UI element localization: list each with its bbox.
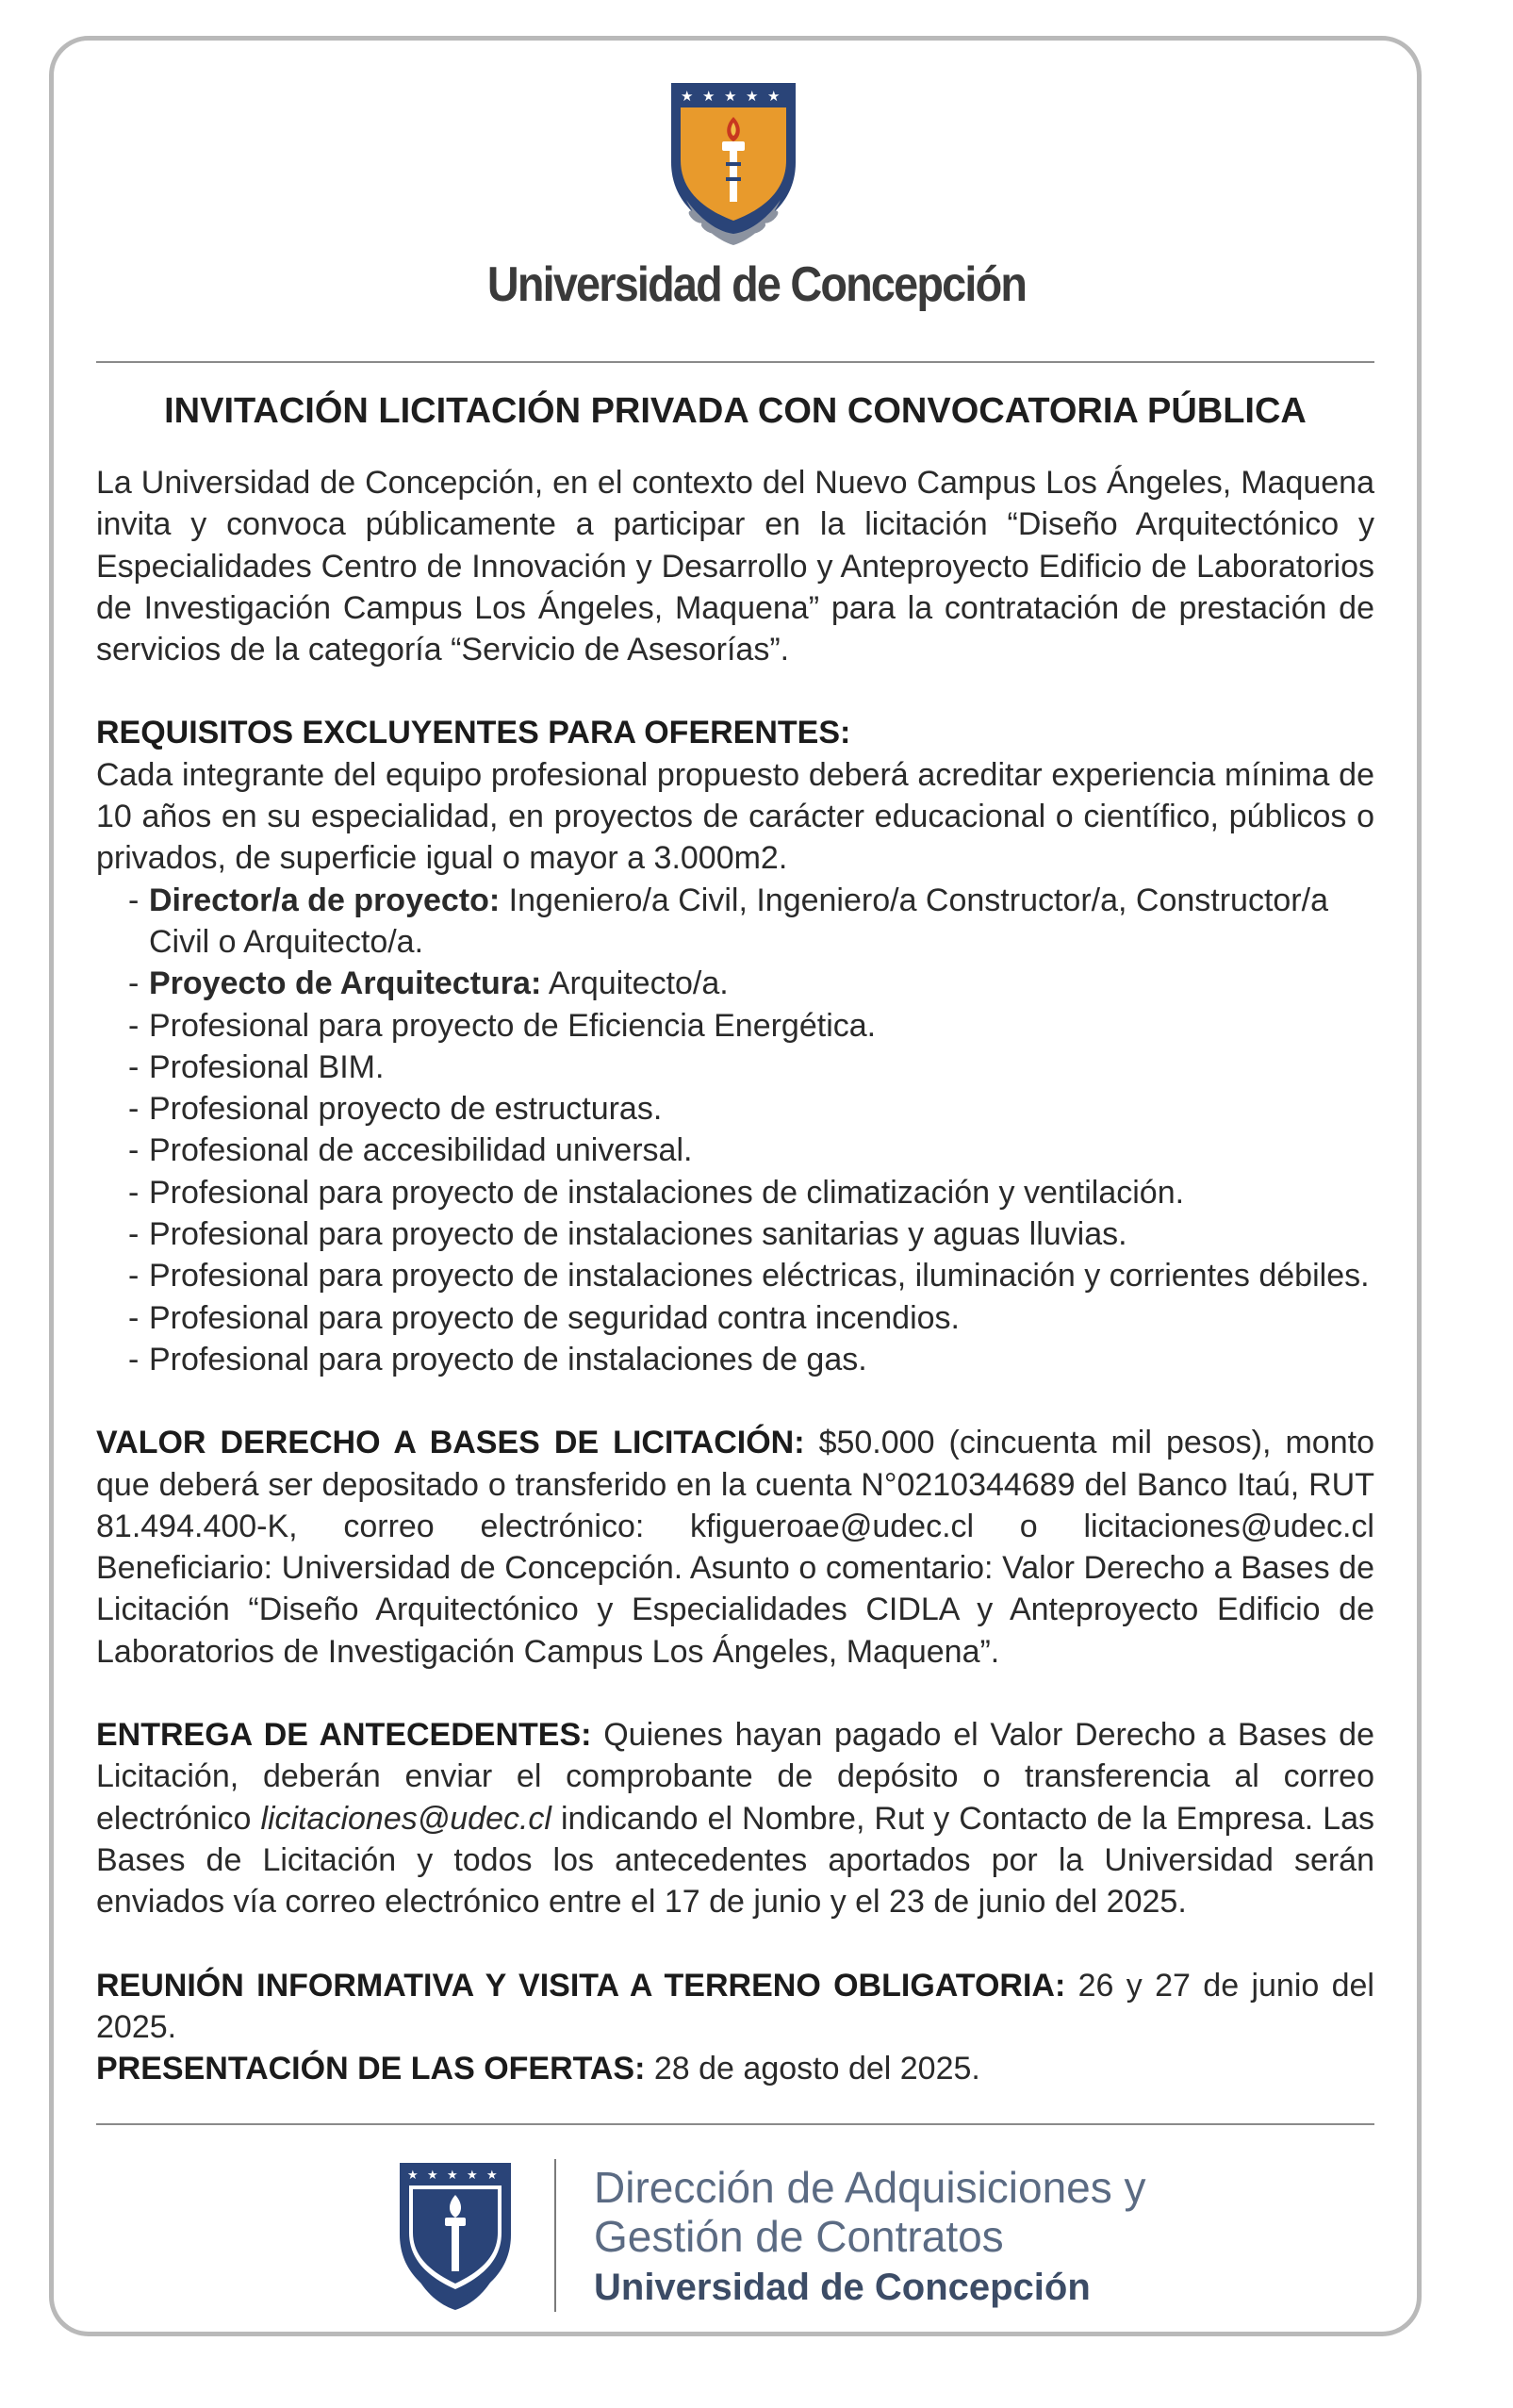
item-text: Profesional para proyecto de instalaciones de climatización y ventilación. <box>149 1174 1185 1211</box>
svg-text:★: ★ <box>681 88 694 105</box>
delivery-text-after: indicando el Nombre, Rut y Contacto de la Empresa. Las Bases de Licitación y todos los antecedentes aportados por la Universidad serán enviados vía correo electrónico entre el 17 de junio y el 23 de junio del 2025. <box>96 1800 1375 1921</box>
bottom-divider <box>96 2123 1374 2125</box>
item-text: Profesional de accesibilidad universal. <box>149 1132 693 1169</box>
svg-text:★: ★ <box>447 2169 458 2183</box>
svg-text:★: ★ <box>746 88 759 105</box>
requirements-body: Cada integrante del equipo profesional propuesto deberá acreditar experiencia mínima de 10 años en su especialidad, en proyectos de carácter educacional o científico, públicos o privados, de superficie igual o mayor a 3.000m2. <box>96 756 1374 877</box>
list-item <box>128 1047 1374 1088</box>
footer-line-2: Gestión de Contratos <box>594 2212 1004 2261</box>
item-text: Arquitecto/a. <box>541 965 729 1002</box>
delivery-text-before: Quienes hayan pagado el Valor Derecho a Bases de Licitación, deberán enviar el comprobante de depósito o transferencia al correo electrónico <box>96 1717 1374 1837</box>
footer-line-1: Dirección de Adquisiciones y <box>594 2163 1146 2212</box>
item-text: Profesional para proyecto de Eficiencia Energética. <box>149 1007 877 1044</box>
list-item <box>128 1297 1374 1339</box>
item-text: Profesional BIM. <box>149 1048 385 1085</box>
list-item <box>128 1130 1374 1171</box>
item-text: Profesional para proyecto de instalaciones sanitarias y aguas lluvias. <box>149 1216 1127 1253</box>
list-item <box>128 1213 1374 1255</box>
fee-paragraph <box>96 1422 1374 1673</box>
meeting-heading: REUNIÓN INFORMATIVA Y VISITA A TERRENO OBLIGATORIA: <box>96 1967 1066 2004</box>
list-item <box>128 1172 1374 1213</box>
page-title: INVITACIÓN LICITACIÓN PRIVADA CON CONVOCATORIA PÚBLICA <box>164 391 1307 431</box>
item-bold: Director/a de proyecto: <box>149 882 501 918</box>
footer-divider <box>554 2159 556 2312</box>
list-item <box>128 1339 1374 1380</box>
item-text: Profesional para proyecto de instalaciones de gas. <box>149 1341 867 1377</box>
meeting-text: 26 y 27 de junio del 2025. <box>96 1967 1374 2045</box>
meeting-paragraph <box>96 1965 1374 2049</box>
document-body <box>96 462 1374 2089</box>
delivery-heading: ENTREGA DE ANTECEDENTES: <box>96 1717 592 1754</box>
list-item <box>128 1088 1374 1130</box>
svg-text:★: ★ <box>702 88 715 105</box>
svg-text:★: ★ <box>767 88 781 105</box>
list-item <box>128 880 1374 964</box>
list-item <box>128 1255 1374 1296</box>
svg-text:★: ★ <box>467 2169 478 2183</box>
svg-text:★: ★ <box>427 2169 438 2183</box>
list-item <box>128 1005 1374 1047</box>
requirements-list <box>96 880 1374 1381</box>
offers-heading: PRESENTACIÓN DE LAS OFERTAS: <box>96 2051 646 2087</box>
footer-line-3: Universidad de Concepción <box>594 2267 1091 2308</box>
svg-text:★: ★ <box>724 88 737 105</box>
svg-text:★: ★ <box>407 2169 419 2183</box>
top-divider <box>96 361 1374 363</box>
fee-heading: VALOR DERECHO A BASES DE LICITACIÓN: <box>96 1425 805 1461</box>
university-name: Universidad de Concepción <box>486 257 1027 312</box>
intro-paragraph: La Universidad de Concepción, en el contexto del Nuevo Campus Los Ángeles, Maquena invita y convoca públicamente a participar en la licitación “Diseño Arquitectónico y Especialidades Centro de Innovación y Desarrollo y Anteproyecto Edificio de Laboratorios de Investigación Campus Los Ángeles, Maquena” para la contratación de prestación de servicios de la categoría “Servicio de Asesorías”. <box>96 465 1374 668</box>
offers-paragraph <box>96 2048 1374 2089</box>
svg-text:★: ★ <box>486 2169 498 2183</box>
delivery-email: licitaciones@udec.cl <box>260 1800 551 1837</box>
offers-text: 28 de agosto del 2025. <box>645 2051 980 2087</box>
item-bold: Proyecto de Arquitectura: <box>149 965 542 1002</box>
list-item <box>128 963 1374 1004</box>
item-text: Profesional proyecto de estructuras. <box>149 1091 663 1128</box>
udec-crest-icon <box>396 2159 515 2316</box>
footer-department <box>594 2163 1146 2314</box>
item-text: Ingeniero/a Civil, Ingeniero/a Constructor/a, Constructor/a Civil o Arquitecto/a. <box>149 882 1328 960</box>
udec-crest-icon <box>667 79 799 253</box>
item-text: Profesional para proyecto de seguridad contra incendios. <box>149 1299 960 1336</box>
delivery-paragraph <box>96 1714 1374 1922</box>
requirements-heading: REQUISITOS EXCLUYENTES PARA OFERENTES: <box>96 715 851 751</box>
fee-text: $50.000 (cincuenta mil pesos), monto que deberá ser depositado o transferido en la cuenta N°0210344689 del Banco Itaú, RUT 81.494.400-K, correo electrónico: kfigueroae@udec.cl o licitaciones@udec.cl Beneficiario: Universidad de Concepción. Asunto o comentario: Valor Derecho a Bases de Licitación “Diseño Arquitectónico y Especialidades CIDLA y Anteproyecto Edificio de Laboratorios de Investigación Campus Los Ángeles, Maquena”. <box>96 1425 1374 1670</box>
item-text: Profesional para proyecto de instalaciones eléctricas, iluminación y corrientes débiles. <box>149 1258 1370 1295</box>
